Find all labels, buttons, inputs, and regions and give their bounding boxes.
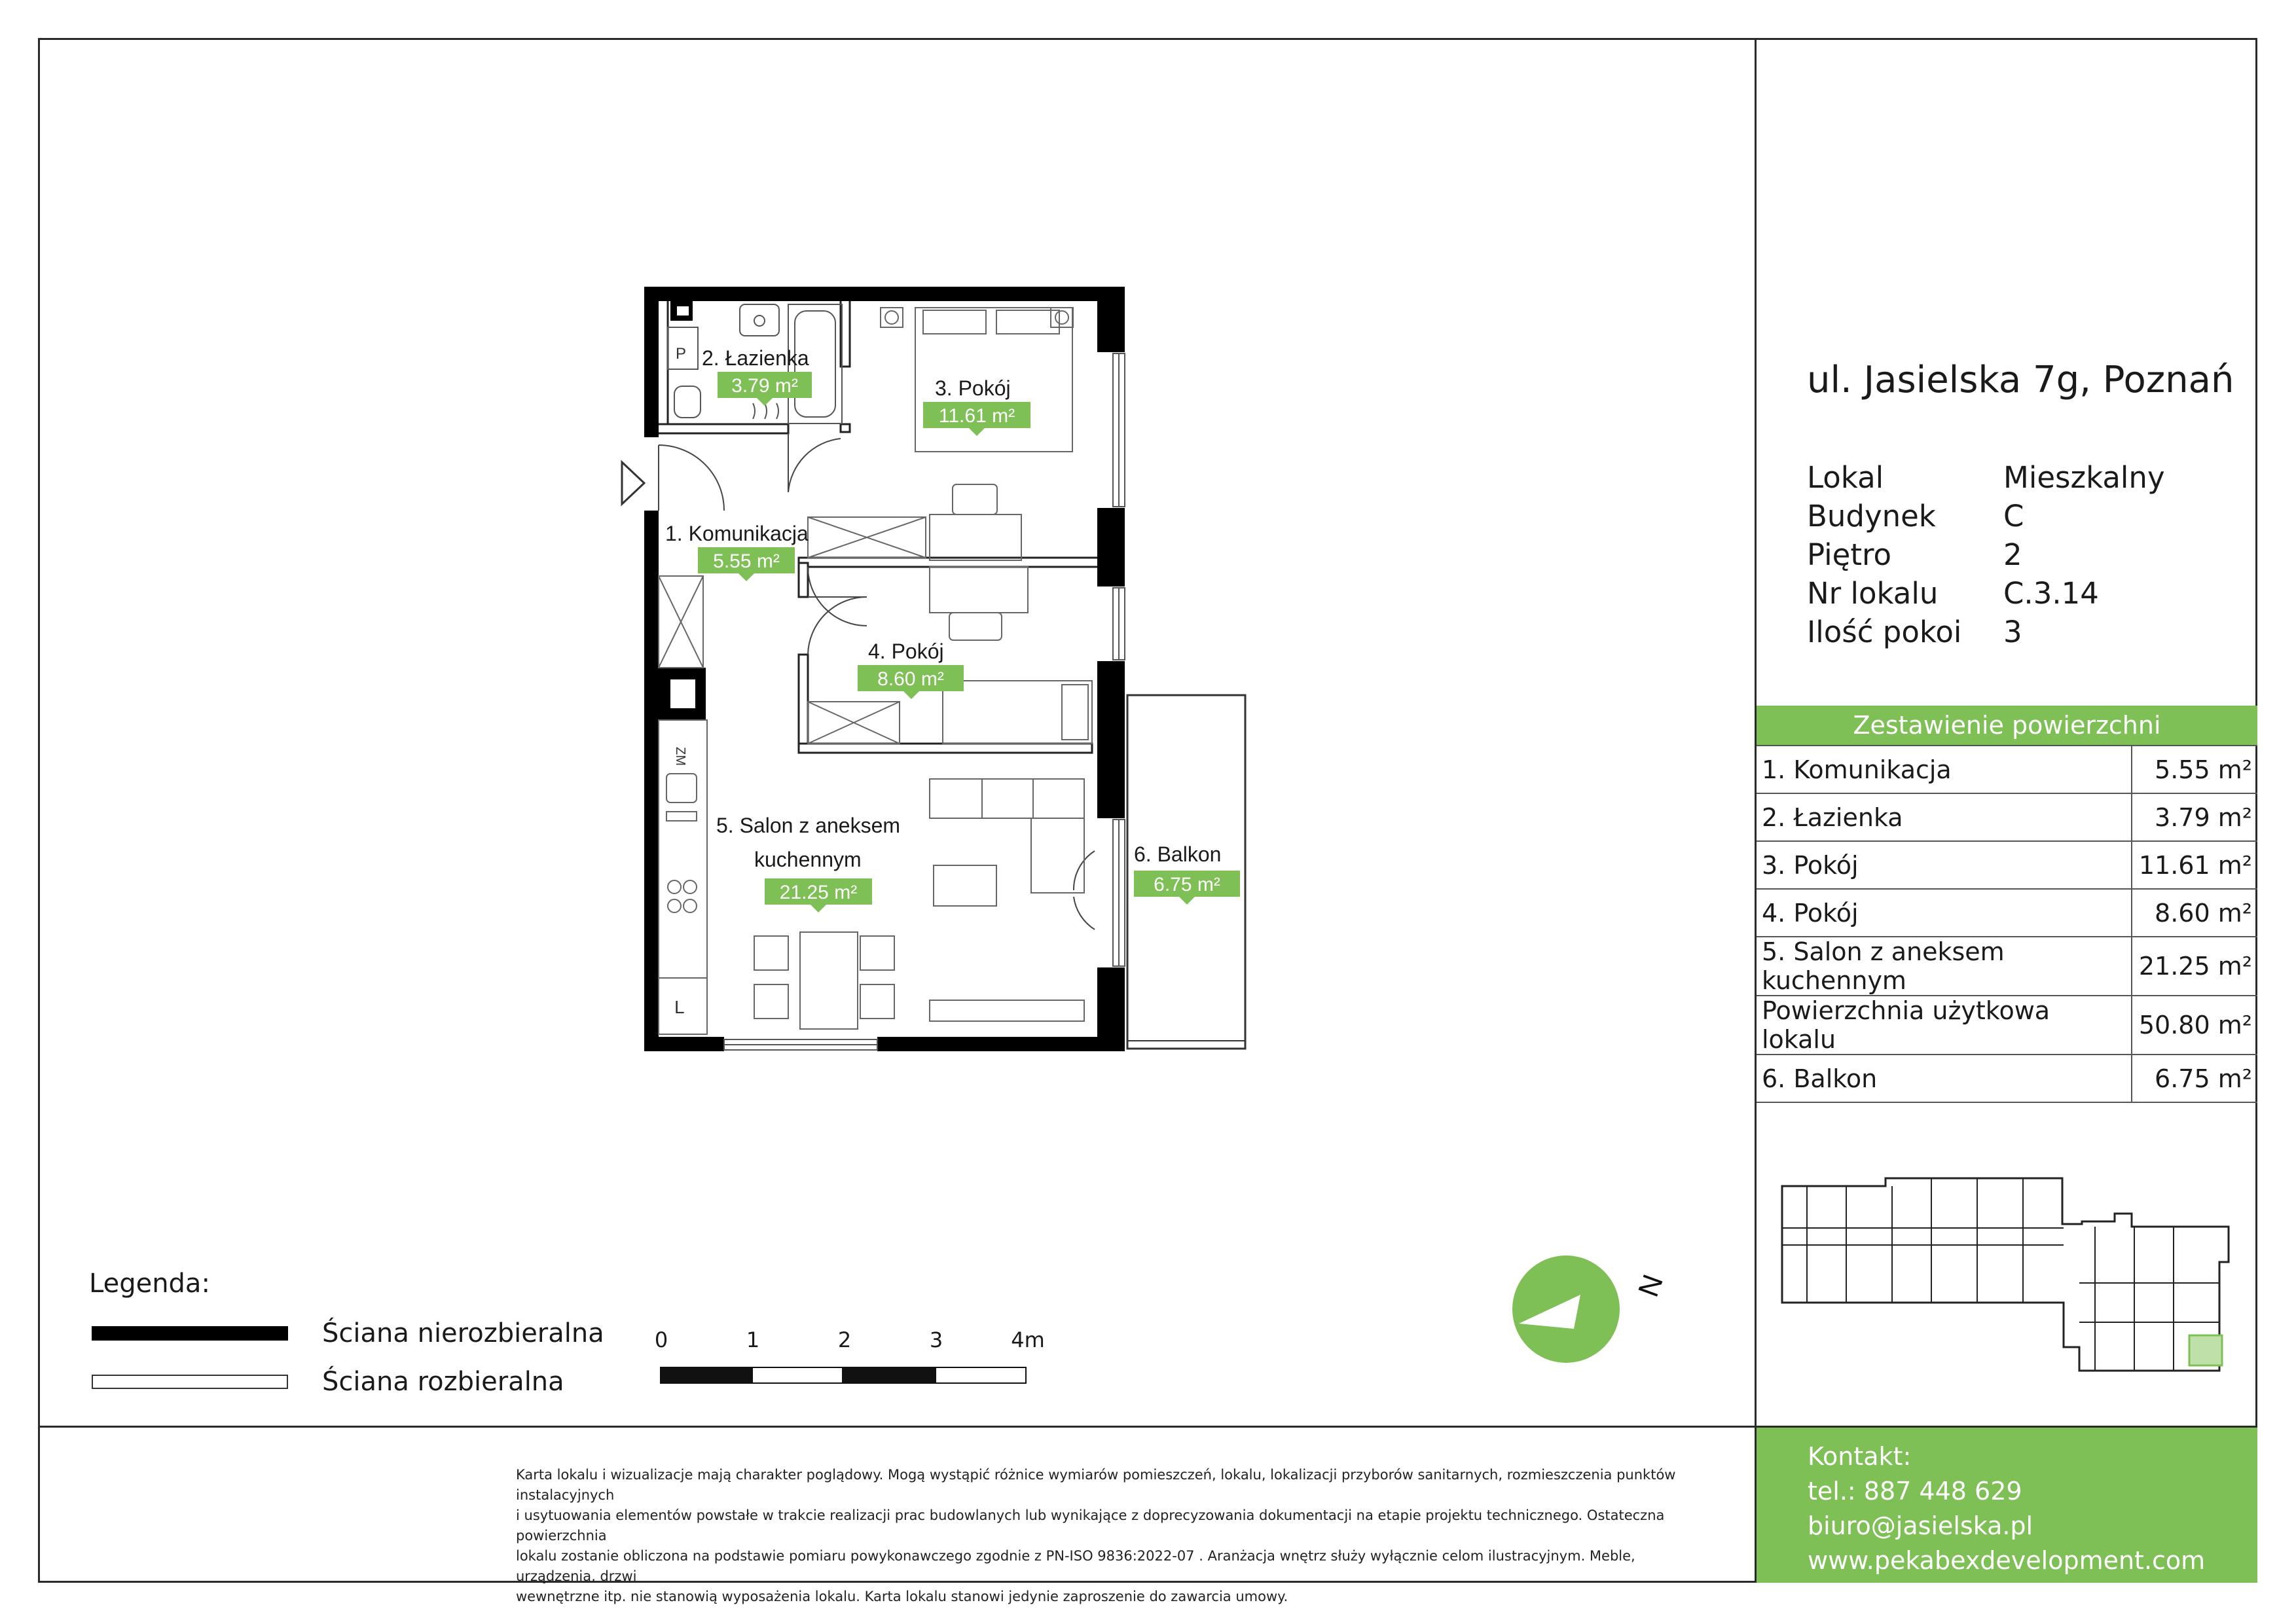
info-label-ilosc-pokoi: Ilość pokoi — [1807, 615, 1962, 649]
room-salon-area: 21.25 m² — [779, 882, 858, 903]
info-label-lokal: Lokal — [1807, 460, 1884, 495]
legend-label-load-bearing: Ściana nierozbieralna — [322, 1318, 604, 1348]
contact-title: Kontakt: — [1808, 1442, 1912, 1471]
legend-item-partition — [92, 1367, 564, 1397]
info-value-ilosc-pokoi: 3 — [2003, 615, 2022, 649]
room-pokoj3-name: 3. Pokój — [935, 376, 1011, 400]
room-balkon-name: 6. Balkon — [1134, 842, 1222, 866]
area-summary-title: Zestawienie powierzchni — [1757, 706, 2257, 746]
scale-segment — [935, 1367, 1027, 1384]
washer-label: P — [676, 345, 687, 363]
summary-row-name: 3. Pokój — [1757, 841, 2132, 889]
summary-row-area: 3.79 m² — [2132, 793, 2257, 841]
disclaimer-line: Karta lokalu i wizualizacje mają charakter poglądowy. Mogą wystąpić różnice wymiarów pomieszczeń, lokalu, lokalizacji przyborów sanitarnych, rozmieszczenia punktów instalacyjnych — [516, 1467, 1676, 1503]
contact-website[interactable]: www.pekabexdevelopment.com — [1808, 1546, 2206, 1575]
building-key-plan — [1782, 1178, 2229, 1371]
summary-row-area: 11.61 m² — [2132, 841, 2257, 889]
compass-icon — [1512, 1255, 1669, 1363]
info-value-pietro: 2 — [2003, 537, 2022, 572]
hall-wardrobe — [659, 576, 703, 668]
fridge-label: ZM — [673, 747, 687, 766]
summary-row-area: 6.75 m² — [2132, 1055, 2257, 1102]
info-value-nr-lokalu: C.3.14 — [2003, 576, 2099, 611]
table-row — [1757, 1055, 2257, 1102]
scale-label: 3 — [929, 1327, 943, 1352]
summary-row-name: 5. Salon z aneksem kuchennym — [1757, 937, 2132, 996]
room-salon-name-line1: 5. Salon z aneksem — [716, 814, 901, 837]
disclaimer-line: i usytuowania elementów powstałe w trakcie realizacji prac budowlanych lub wynikające z doprecyzowania dokumentacji na etapie projektu technicznego. Ostateczna powierzchnia — [516, 1507, 1665, 1543]
scale-label: 1 — [746, 1327, 760, 1352]
legend-item-load-bearing — [92, 1318, 604, 1348]
fixture-l-label: L — [674, 997, 685, 1017]
unit-info — [1807, 458, 2165, 651]
windows — [724, 353, 1125, 1050]
info-value-lokal: Mieszkalny — [2003, 460, 2165, 495]
room-komunikacja-area: 5.55 m² — [713, 550, 780, 572]
info-label-pietro: Piętro — [1807, 537, 1892, 572]
room-komunikacja-name: 1. Komunikacja — [665, 522, 809, 545]
table-row — [1757, 937, 2257, 996]
info-label-budynek: Budynek — [1807, 499, 1936, 533]
room-salon-name-line2: kuchennym — [754, 848, 862, 871]
summary-row-name: 4. Pokój — [1757, 889, 2132, 937]
address-title: ul. Jasielska 7g, Poznań — [1807, 359, 2234, 401]
contact-email[interactable]: biuro@jasielska.pl — [1808, 1511, 2033, 1540]
summary-row-name: 2. Łazienka — [1757, 793, 2132, 841]
bedroom-4-furniture — [808, 567, 1092, 744]
info-value-budynek: C — [2003, 499, 2024, 533]
room-lazienka-area: 3.79 m² — [731, 375, 798, 397]
scale-segment — [752, 1367, 843, 1384]
contact-phone[interactable]: tel.: 887 448 629 — [1808, 1477, 2022, 1506]
scale-segment — [660, 1367, 752, 1384]
scale-label: 0 — [654, 1327, 668, 1352]
compass-north-label: N — [1632, 1270, 1670, 1301]
disclaimer — [516, 1465, 1707, 1607]
area-summary-table — [1757, 706, 2257, 1103]
room-pokoj4-name: 4. Pokój — [868, 640, 944, 663]
disclaimer-line: wewnętrzne itp. nie stanowią wyposażenia lokalu. Karta lokalu stanowi jedynie zaproszenie do zawarcia umowy. — [516, 1589, 1288, 1604]
room-balkon-area: 6.75 m² — [1154, 874, 1220, 895]
table-row — [1757, 996, 2257, 1055]
room-pokoj3-area: 11.61 m² — [938, 405, 1015, 427]
scale-label: 4m — [1011, 1327, 1045, 1352]
legend-title: Legenda: — [89, 1269, 210, 1299]
legend-swatch-partition — [92, 1375, 288, 1389]
summary-row-area: 8.60 m² — [2132, 889, 2257, 937]
entrance-arrow-icon — [622, 462, 644, 504]
summary-row-area: 50.80 m² — [2132, 996, 2257, 1055]
scale-segment — [843, 1367, 935, 1384]
scale-label: 2 — [837, 1327, 852, 1352]
legend-label-partition: Ściana rozbieralna — [322, 1367, 564, 1397]
summary-row-name: 6. Balkon — [1757, 1055, 2132, 1102]
summary-row-area: 21.25 m² — [2132, 937, 2257, 996]
summary-row-name: 1. Komunikacja — [1757, 746, 2132, 793]
disclaimer-line: lokalu zostanie obliczona na podstawie pomiaru powykonawczego zgodnie z PN-ISO 9836:2022-07 . Aranżacja wnętrz służy wyłącznie celom ilustracyjnym. Meble, urządzenia, drzwi — [516, 1548, 1635, 1584]
room-pokoj4-area: 8.60 m² — [877, 668, 944, 690]
contact-box — [1757, 1428, 2257, 1583]
table-row — [1757, 793, 2257, 841]
legend-swatch-load-bearing — [92, 1326, 288, 1341]
summary-row-name: Powierzchnia użytkowa lokalu — [1757, 996, 2132, 1055]
table-row — [1757, 746, 2257, 793]
info-label-nr-lokalu: Nr lokalu — [1807, 576, 1939, 611]
table-row — [1757, 889, 2257, 937]
summary-row-area: 5.55 m² — [2132, 746, 2257, 793]
room-lazienka-name: 2. Łazienka — [702, 346, 809, 370]
kitchen-units — [659, 720, 707, 1034]
table-row — [1757, 841, 2257, 889]
